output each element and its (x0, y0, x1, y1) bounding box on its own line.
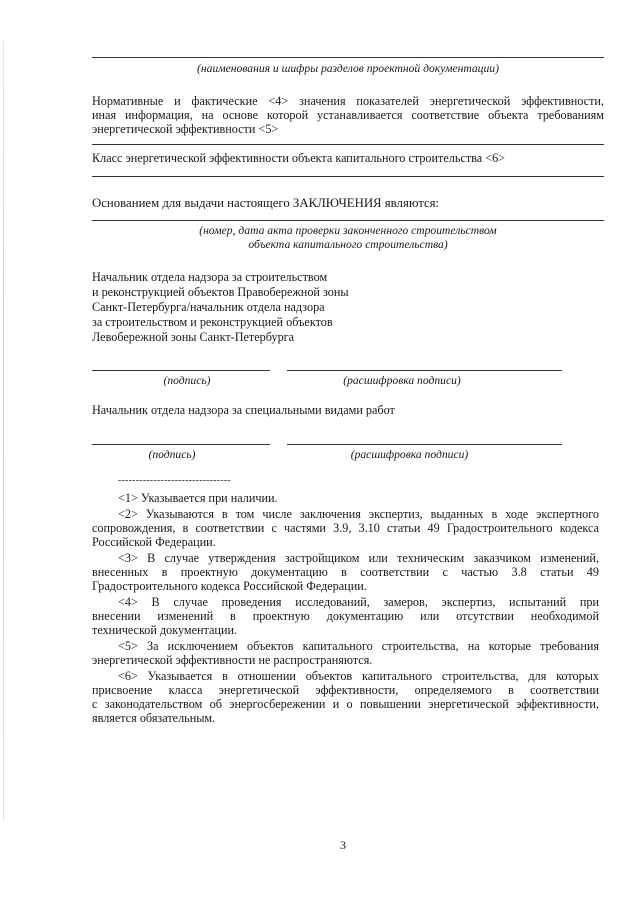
footnote-6-line-1: <6> Указывается в отношении объектов капитального строительства, для которых (118, 669, 599, 683)
first-position-line-5: Левобережной зоны Санкт-Петербурга (92, 330, 295, 344)
energy-values-line-1: Нормативные и фактические <4> значения показателей энергетической эффективности, (92, 94, 604, 108)
decoding-caption-2: (расшифровка подписи) (350, 448, 469, 461)
decoding-caption-1: (расшифровка подписи) (343, 374, 461, 387)
footnote-3-line-3: Градостроительного кодекса Российской Федерации. (92, 579, 367, 593)
signature-caption-2: (подпись) (148, 448, 196, 461)
footnote-2-line-3: Российской Федерации. (92, 535, 216, 549)
basis-caption-line-1: (номер, дата акта проверки законченного строительством (199, 224, 497, 237)
signature-line-2 (92, 444, 270, 445)
footnote-1-line-1: <1> Указывается при наличии. (118, 491, 278, 505)
scan-edge-shadow (3, 40, 4, 820)
footnote-6-line-4: является обязательным. (92, 711, 216, 725)
footnote-separator: -------------------------------- (118, 475, 231, 486)
footnote-5-line-2: энергетической эффективности не распространяются. (92, 653, 373, 667)
footnote-4-line-1: <4> В случае проведения исследований, замеров, экспертиз, испытаний при (118, 595, 599, 609)
footnote-5-line-1: <5> За исключением объектов капитального строительства, на которые требования (118, 639, 599, 653)
footnote-6-line-2: присвоение класса энергетической эффективности, определяемого в соответствии (92, 683, 599, 697)
first-position-line-2: и реконструкцией объектов Правобережной зоны (92, 285, 349, 299)
basis-label: Основанием для выдачи настоящего ЗАКЛЮЧЕНИЯ являются: (92, 196, 440, 210)
energy-values-line-2: иная информация, на основе которой устанавливается соответствие объекта требованиям (92, 108, 604, 122)
footnote-6-line-3: с законодательством об энергосбережении и о повышении энергетической эффективности, (92, 697, 599, 711)
footnote-4-line-3: технической документации. (92, 623, 238, 637)
basis-fill-line (92, 220, 604, 221)
page-number: 3 (340, 838, 346, 852)
energy-values-fill-line (92, 144, 604, 145)
energy-values-line-3: энергетической эффективности <5> (92, 122, 279, 136)
decoding-line-2 (287, 444, 562, 445)
energy-class-fill-line (92, 176, 604, 177)
signature-caption-1: (подпись) (163, 374, 211, 387)
first-position-line-4: за строительством и реконструкцией объектов (92, 315, 333, 329)
footnote-2-line-2: сопровождения, в соответствии с частями 3.9, 3.10 статьи 49 Градостроительного кодекса (92, 521, 599, 535)
signature-line-1 (92, 370, 270, 371)
sections-caption: (наименования и шифры разделов проектной документации) (197, 62, 499, 75)
footnote-2-line-1: <2> Указываются в том числе заключения экспертиз, выданных в ходе экспертного (118, 507, 599, 521)
basis-caption-line-2: объекта капитального строительства) (248, 238, 448, 251)
first-position-line-3: Санкт-Петербурга/начальник отдела надзора (92, 300, 325, 314)
footnote-3-line-1: <3> В случае утверждения застройщиком или техническим заказчиком изменений, (118, 551, 599, 565)
second-position: Начальник отдела надзора за специальными видами работ (92, 403, 395, 417)
decoding-line-1 (287, 370, 562, 371)
footnote-4-line-2: внесении изменений в проектную документацию или отсутствии необходимой (92, 609, 599, 623)
first-position-line-1: Начальник отдела надзора за строительством (92, 270, 328, 284)
footnote-3-line-2: внесенных в проектную документацию в соответствии с частью 3.8 статьи 49 (92, 565, 599, 579)
sections-fill-line (92, 57, 604, 58)
energy-class-label: Класс энергетической эффективности объекта капитального строительства <6> (92, 151, 506, 165)
